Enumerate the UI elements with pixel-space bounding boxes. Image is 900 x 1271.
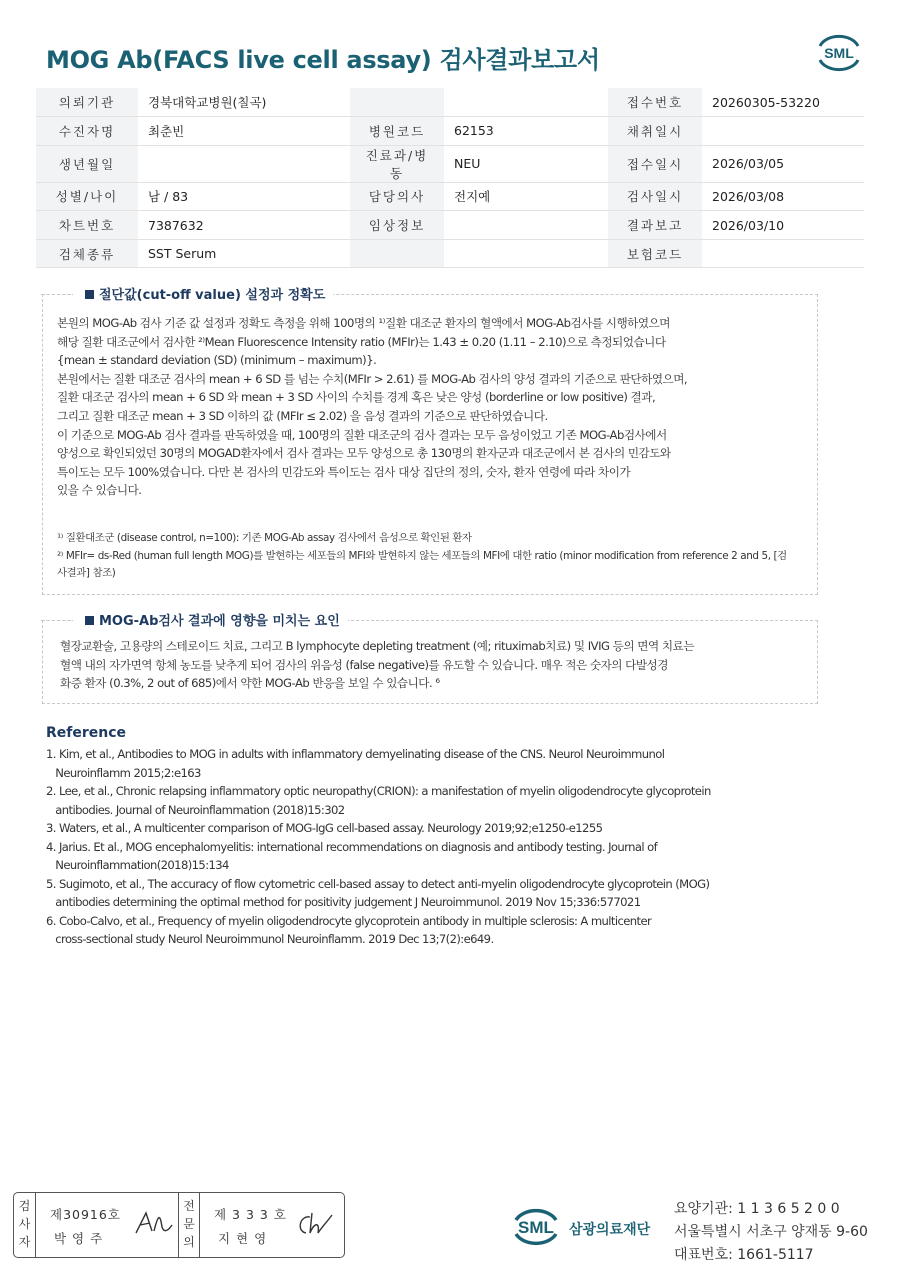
info-label: 접수일시 xyxy=(608,145,702,182)
cutoff-text-line: 있을 수 있습니다. xyxy=(57,483,142,498)
cutoff-text-line: {mean ± standard deviation (SD) (minimum – maximum)}. xyxy=(57,353,377,368)
info-label: 보험코드 xyxy=(608,239,702,268)
reference-item: 5. Sugimoto, et al., The accuracy of flow cytometric cell-based assay to detect anti-myelin oligodendrocyte glycoprotein (MOG) xyxy=(46,876,710,891)
signature-right-name: 지 현 영 xyxy=(218,1231,268,1246)
footer-phone: 대표번호: 1661-5117 xyxy=(674,1247,814,1263)
footer-code: 요양기관: 1 1 3 6 5 2 0 0 xyxy=(674,1201,840,1217)
cutoff-text-line: 이 기준으로 MOG-Ab 검사 결과를 판독하였을 때, 100명의 질환 대조군의 검사 결과는 모두 음성이었고 기존 MOG-Ab검사에서 xyxy=(57,427,667,442)
info-value: 2026/03/05 xyxy=(702,145,864,182)
info-value xyxy=(444,88,608,117)
info-label: 검체종류 xyxy=(36,239,138,268)
signature-left-number: 제30916호 xyxy=(50,1207,121,1222)
reference-item: Neuroinflammation(2018)15:134 xyxy=(46,858,229,872)
factors-text-line: 혈장교환술, 고용량의 스테로이드 치료, 그리고 B lymphocyte depleting treatment (예; rituximab치료) 및 IVIG 등의 면역 치료는 xyxy=(60,639,694,653)
info-value xyxy=(702,239,864,268)
reference-item: 3. Waters, et al., A multicenter comparison of MOG-IgG cell-based assay. Neurology 2019;92;e1250-e1255 xyxy=(46,821,603,835)
signature-label-char: 의 xyxy=(183,1235,195,1249)
info-value: 62153 xyxy=(444,117,608,146)
info-value: 남 / 83 xyxy=(138,182,350,211)
cutoff-footnote: ²⁾ MFIr= ds-Red (human full length MOG)를 발현하는 세포들의 MFI와 발현하지 않는 세포들의 MFI에 대한 ratio (minor modification from reference 2 and 5, [검 xyxy=(57,549,787,562)
info-value xyxy=(444,211,608,240)
info-value: 2026/03/08 xyxy=(702,182,864,211)
info-label: 병원코드 xyxy=(350,117,444,146)
cutoff-text-line: 양성으로 확인되었던 30명의 MOGAD환자에서 검사 결과는 모두 양성으로 총 130명의 환자군과 대조군에서 본 검사의 민감도와 xyxy=(57,446,671,461)
signature-right-handwriting xyxy=(294,1209,338,1239)
info-row xyxy=(36,239,864,268)
info-value xyxy=(444,239,608,268)
factors-text-line: 혈액 내의 자가면역 항체 농도를 낮추게 되어 검사의 위음성 (false negative)를 유도할 수 있습니다. 매우 적은 숫자의 다발성경 xyxy=(60,657,668,672)
info-label: 담당의사 xyxy=(350,182,444,211)
patient-info-table xyxy=(36,88,864,268)
reference-item: 2. Lee, et al., Chronic relapsing inflammatory optic neuropathy(CRION): a manifestation of myelin oligodendrocyte glycoprotein xyxy=(46,784,711,798)
cutoff-text-line: 그리고 질환 대조군 mean + 3 SD 이하의 값 (MFIr ≤ 2.02) 을 음성 결과의 기준으로 판단하였습니다. xyxy=(57,409,548,423)
info-label: 차트번호 xyxy=(36,211,138,240)
info-label xyxy=(350,88,444,117)
cutoff-text-line: 질환 대조군 검사의 mean + 6 SD 와 mean + 3 SD 사이의 수치를 경계 혹은 낮은 양성 (borderline or low positive) 결과, xyxy=(57,390,656,405)
info-value: 경북대학교병원(칠곡) xyxy=(138,88,350,117)
signature-right-number: 제 3 3 3 호 xyxy=(214,1207,287,1222)
signature-box xyxy=(13,1192,345,1258)
info-row xyxy=(36,145,864,182)
cutoff-text-line: 해당 질환 대조군에서 검사한 ²⁾Mean Fluorescence Intensity ratio (MFIr)는 1.43 ± 0.20 (1.11 – 2.10)으로 측정되었습니다 xyxy=(57,334,666,349)
sml-logo-icon xyxy=(814,30,864,74)
info-value: 2026/03/10 xyxy=(702,211,864,240)
cutoff-text-line: 특이도는 모두 100%였습니다. 다만 본 검사의 민감도와 특이도는 검사 대상 집단의 정의, 숫자, 환자 연령에 따라 차이가 xyxy=(57,464,631,479)
svg-text:SML: SML xyxy=(824,45,854,61)
info-row xyxy=(36,117,864,146)
info-label: 채취일시 xyxy=(608,117,702,146)
reference-item: Neuroinflamm 2015;2:e163 xyxy=(46,765,201,780)
info-label: 결과보고 xyxy=(608,211,702,240)
cutoff-heading xyxy=(73,284,333,303)
signature-left-name: 박 영 주 xyxy=(54,1231,104,1246)
reference-heading: Reference xyxy=(46,725,127,741)
info-row xyxy=(36,88,864,117)
info-row xyxy=(36,211,864,240)
info-label: 생년월일 xyxy=(36,145,138,182)
info-value: 20260305-53220 xyxy=(702,88,864,117)
info-value: 전지예 xyxy=(444,182,608,211)
factors-heading xyxy=(73,610,348,629)
factors-text-line: 화증 환자 (0.3%, 2 out of 685)에서 약한 MOG-Ab 반응을 보일 수 있습니다. ⁶ xyxy=(60,676,440,691)
reference-item: cross-sectional study Neurol Neuroimmunol Neuroinflamm. 2019 Dec 13;7(2):e649. xyxy=(46,932,494,946)
info-value xyxy=(138,145,350,182)
reference-list xyxy=(46,745,711,949)
sml-footer-logo-icon xyxy=(508,1198,564,1254)
reference-item: 6. Cobo-Calvo, et al., Frequency of myelin oligodendrocyte glycoprotein antibody in multiple sclerosis: A multicenter xyxy=(46,913,652,928)
info-label: 임상정보 xyxy=(350,211,444,240)
info-value: 7387632 xyxy=(138,211,350,240)
info-label: 수진자명 xyxy=(36,117,138,146)
info-label: 검사일시 xyxy=(608,182,702,211)
footer-address: 서울특별시 서초구 양재동 9-60 xyxy=(674,1224,868,1240)
reference-item: 4. Jarius. Et al., MOG encephalomyelitis: international recommendations on diagnosis and antibody testing. Journal of xyxy=(46,839,658,854)
square-bullet-icon xyxy=(85,290,94,299)
reference-item: 1. Kim, et al., Antibodies to MOG in adults with inflammatory demyelinating disease of the CNS. Neurol Neuroimmunol xyxy=(46,747,665,761)
info-value: NEU xyxy=(444,145,608,182)
footer-org-name: 삼광의료재단 xyxy=(569,1222,651,1238)
reference-item: antibodies determining the optimal method for positivity judgement J Neuroimmunol. 2019 Nov 15;336:577021 xyxy=(46,895,641,909)
reference-item: antibodies. Journal of Neuroinflammation (2018)15:302 xyxy=(46,802,345,817)
info-label: 의뢰기관 xyxy=(36,88,138,117)
signature-label-char: 사 xyxy=(18,1217,31,1231)
square-bullet-icon xyxy=(85,616,94,625)
cutoff-heading-text: 절단값(cut-off value) 설정과 정확도 xyxy=(99,288,326,303)
svg-text:SML: SML xyxy=(518,1218,554,1237)
factors-heading-text: MOG-Ab검사 결과에 영향을 미치는 요인 xyxy=(99,614,340,629)
cutoff-footnote: ¹⁾ 질환대조군 (disease control, n=100): 기존 MOG-Ab assay 검사에서 음성으로 확인된 환자 xyxy=(57,532,472,544)
info-row xyxy=(36,182,864,211)
info-value: 최춘빈 xyxy=(138,117,350,146)
cutoff-text-line: 본원의 MOG-Ab 검사 기준 값 설정과 정확도 측정을 위해 100명의 ¹⁾질환 대조군 환자의 혈액에서 MOG-Ab검사를 시행하였으며 xyxy=(57,316,670,330)
info-value xyxy=(702,117,864,146)
cutoff-text-line: 본원에서는 질환 대조군 검사의 mean + 6 SD 를 넘는 수치(MFIr > 2.61) 를 MOG-Ab 검사의 양성 결과의 기준으로 판단하였으며, xyxy=(57,371,688,386)
info-label: 접수번호 xyxy=(608,88,702,117)
cutoff-footnote: 사결과] 참조) xyxy=(57,567,116,579)
signature-label-char: 자 xyxy=(18,1235,31,1249)
signature-right-label xyxy=(178,1193,200,1257)
signature-label-char: 검 xyxy=(18,1199,31,1213)
signature-left-handwriting xyxy=(132,1207,176,1239)
signature-label-char: 문 xyxy=(183,1217,195,1231)
signature-label-char: 전 xyxy=(183,1199,195,1213)
info-label: 진료과/병동 xyxy=(350,145,444,182)
info-value: SST Serum xyxy=(138,239,350,268)
info-label: 성별/나이 xyxy=(36,182,138,211)
report-title: MOG Ab(FACS live cell assay) 검사결과보고서 xyxy=(46,46,600,74)
signature-left-label xyxy=(14,1193,36,1257)
info-label xyxy=(350,239,444,268)
